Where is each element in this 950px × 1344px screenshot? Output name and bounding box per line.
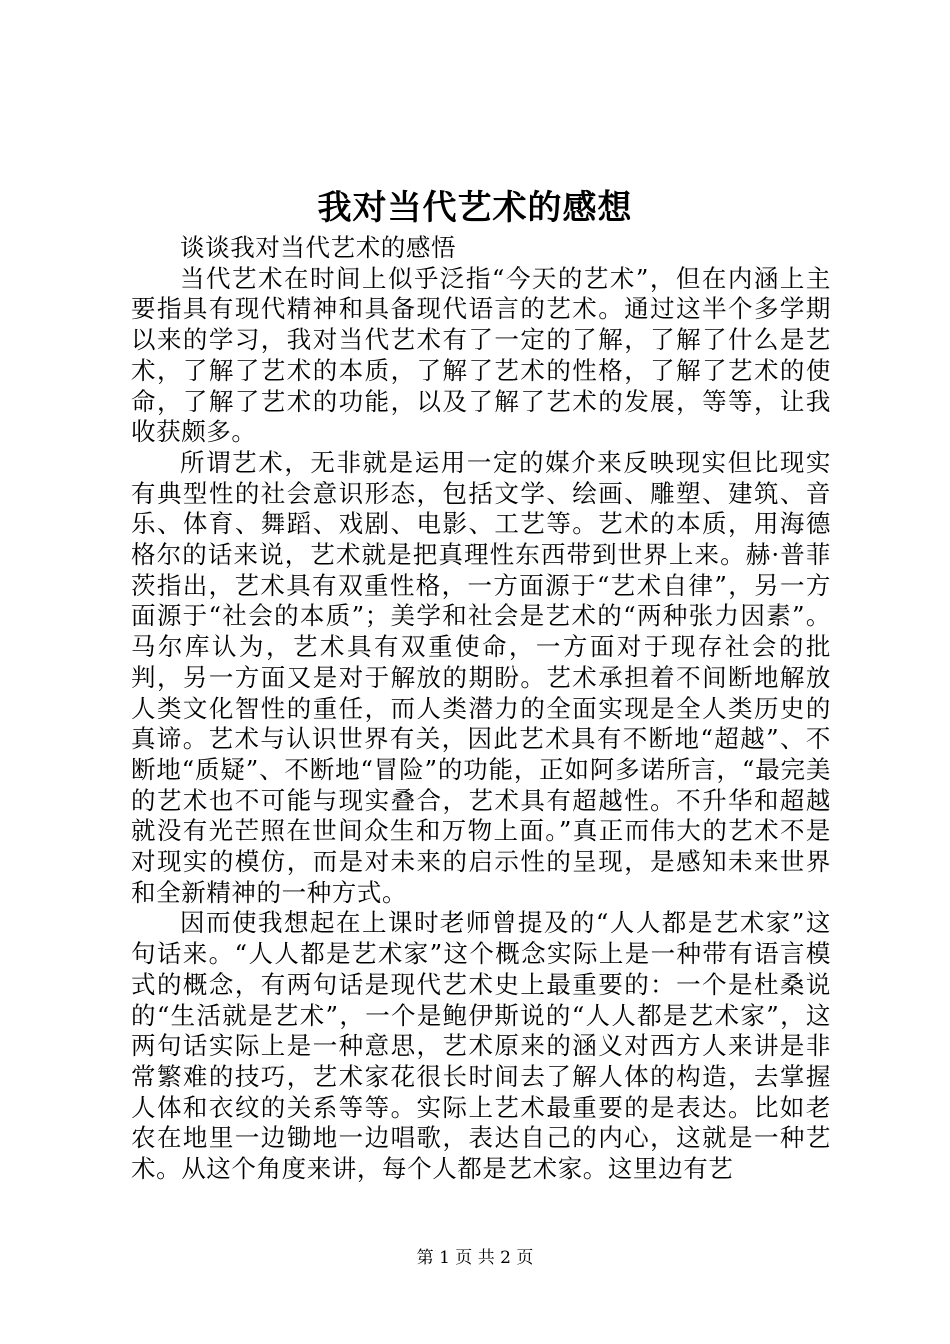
- paragraph: 当代艺术在时间上似乎泛指“今天的艺术”，但在内涵上主要指具有现代精神和具备现代语言的艺术。通过这半个多学期以来的学习，我对当代艺术有了一定的了解，了解了什么是艺术，了解了艺术的本质，了解了艺术的性格，了解了艺术的使命，了解了艺术的功能，以及了解了艺术的发展，等等，让我收获颇多。: [131, 263, 831, 447]
- document-title: 我对当代艺术的感想: [317, 188, 633, 228]
- paragraph: 所谓艺术，无非就是运用一定的媒介来反映现实但比现实有典型性的社会意识形态，包括文学、绘画、雕塑、建筑、音乐、体育、舞蹈、戏剧、电影、工艺等。艺术的本质，用海德格尔的话来说，艺术就是把真理性东西带到世界上来。赫·普菲茨指出，艺术具有双重性格，一方面源于“艺术自律”，另一方面源于“社会的本质”；美学和社会是艺术的“两种张力因素”。马尔库认为，艺术具有双重使命，一方面对于现存社会的批判，另一方面又是对于解放的期盼。艺术承担着不间断地解放人类文化智性的重任，而人类潜力的全面实现是全人类历史的真谛。艺术与认识世界有关，因此艺术具有不断地“超越”、不断地“质疑”、不断地“冒险”的功能，正如阿多诺所言，“最完美的艺术也不可能与现实叠合，艺术具有超越性。不升华和超越就没有光芒照在世间众生和万物上面。”真正而伟大的艺术不是对现实的模仿，而是对未来的启示性的呈现，是感知未来世界和全新精神的一种方式。: [131, 447, 831, 907]
- paragraph: 因而使我想起在上课时老师曾提及的“人人都是艺术家”这句话来。“人人都是艺术家”这个概念实际上是一种带有语言模式的概念，有两句话是现代艺术史上最重要的：一个是杜桑说的“生活就是艺术”，一个是鲍伊斯说的“人人都是艺术家”，这两句话实际上是一种意思，艺术原来的涵义对西方人来讲是非常繁难的技巧，艺术家花很长时间去了解人体的构造，去掌握人体和衣纹的关系等等。实际上艺术最重要的是表达。比如老农在地里一边锄地一边唱歌，表达自己的内心，这就是一种艺术。从这个角度来讲，每个人都是艺术家。这里边有艺: [131, 908, 831, 1184]
- document-body: [131, 233, 831, 1185]
- page-number-footer: 第 1 页 共 2 页: [416, 1248, 534, 1268]
- paragraph-subtitle: 谈谈我对当代艺术的感悟: [180, 233, 457, 262]
